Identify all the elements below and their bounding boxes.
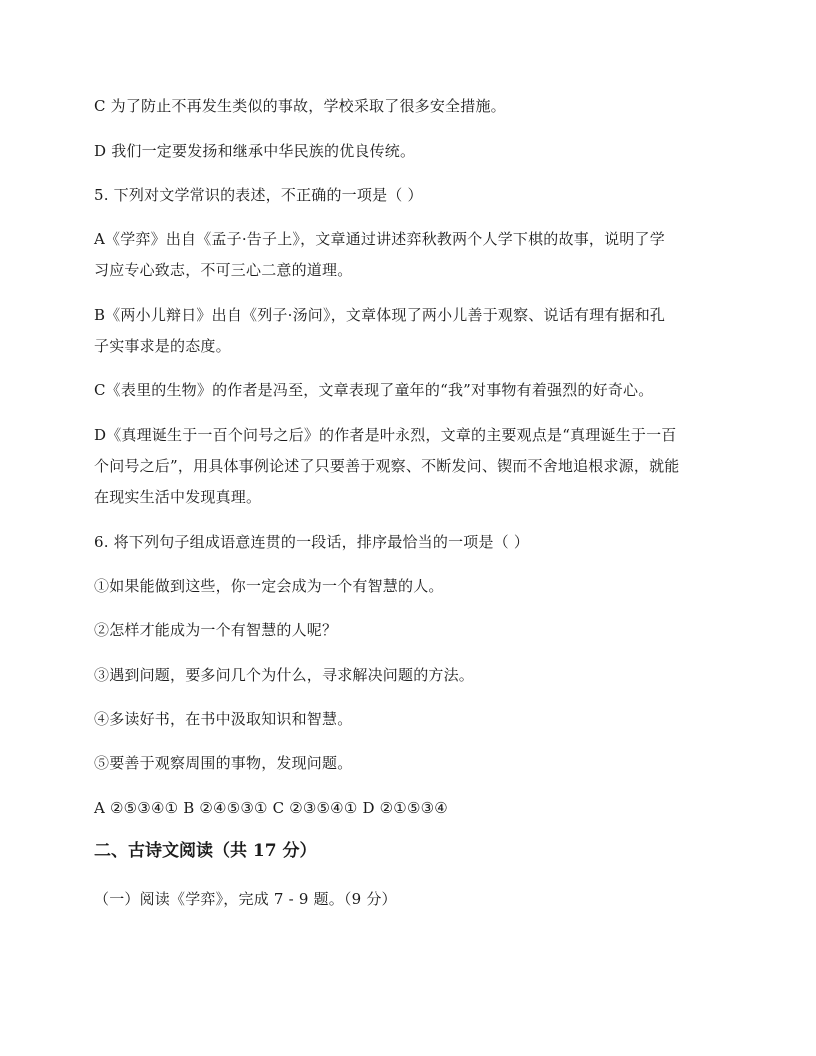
q6-sentence-5: ⑤要善于观察周围的事物，发现问题。 xyxy=(94,754,353,772)
q5-option-b-line2: 子实事求是的态度。 xyxy=(94,337,231,355)
q6-stem: 6. 将下列句子组成语意连贯的一段话，排序最恰当的一项是（ ） xyxy=(94,533,530,551)
q4-option-c: C 为了防止不再发生类似的事故，学校采取了很多安全措施。 xyxy=(94,97,506,115)
q5-option-a-line2: 习应专心致志，不可三心二意的道理。 xyxy=(94,261,353,279)
q5-option-d-line1: D《真理诞生于一百个问号之后》的作者是叶永烈，文章的主要观点是“真理诞生于一百 xyxy=(94,426,677,444)
q5-option-c: C《表里的生物》的作者是冯至，文章表现了童年的“我”对事物有着强烈的好奇心。 xyxy=(94,381,654,399)
section-heading: 二、古诗文阅读（共 17 分） xyxy=(94,841,317,861)
q5-option-a-line1: A《学弈》出自《孟子·告子上》，文章通过讲述弈秋教两个人学下棋的故事，说明了学 xyxy=(94,230,665,248)
q6-sentence-2: ②怎样才能成为一个有智慧的人呢？ xyxy=(94,621,338,639)
q4-option-d: D 我们一定要发扬和继承中华民族的优良传统。 xyxy=(94,142,416,160)
q5-option-d-line2: 个问号之后”，用具体事例论述了只要善于观察、不断发问、锲而不舍地追根求源，就能 xyxy=(94,457,680,475)
section-subheading: （一）阅读《学弈》，完成 7 - 9 题。（9 分） xyxy=(94,890,397,908)
q5-option-b-line1: B《两小儿辩日》出自《列子·汤问》，文章体现了两小儿善于观察、说话有理有据和孔 xyxy=(94,306,666,324)
q5-option-d-line3: 在现实生活中发现真理。 xyxy=(94,488,262,506)
q5-stem: 5. 下列对文学常识的表述，不正确的一项是（ ） xyxy=(94,186,423,204)
q6-sentence-4: ④多读好书，在书中汲取知识和智慧。 xyxy=(94,710,353,728)
q6-options: A ②⑤③④① B ②④⑤③① C ②③⑤④① D ②①⑤③④ xyxy=(94,799,448,817)
q6-sentence-3: ③遇到问题，要多问几个为什么，寻求解决问题的方法。 xyxy=(94,666,475,684)
q6-sentence-1: ①如果能做到这些，你一定会成为一个有智慧的人。 xyxy=(94,577,444,595)
